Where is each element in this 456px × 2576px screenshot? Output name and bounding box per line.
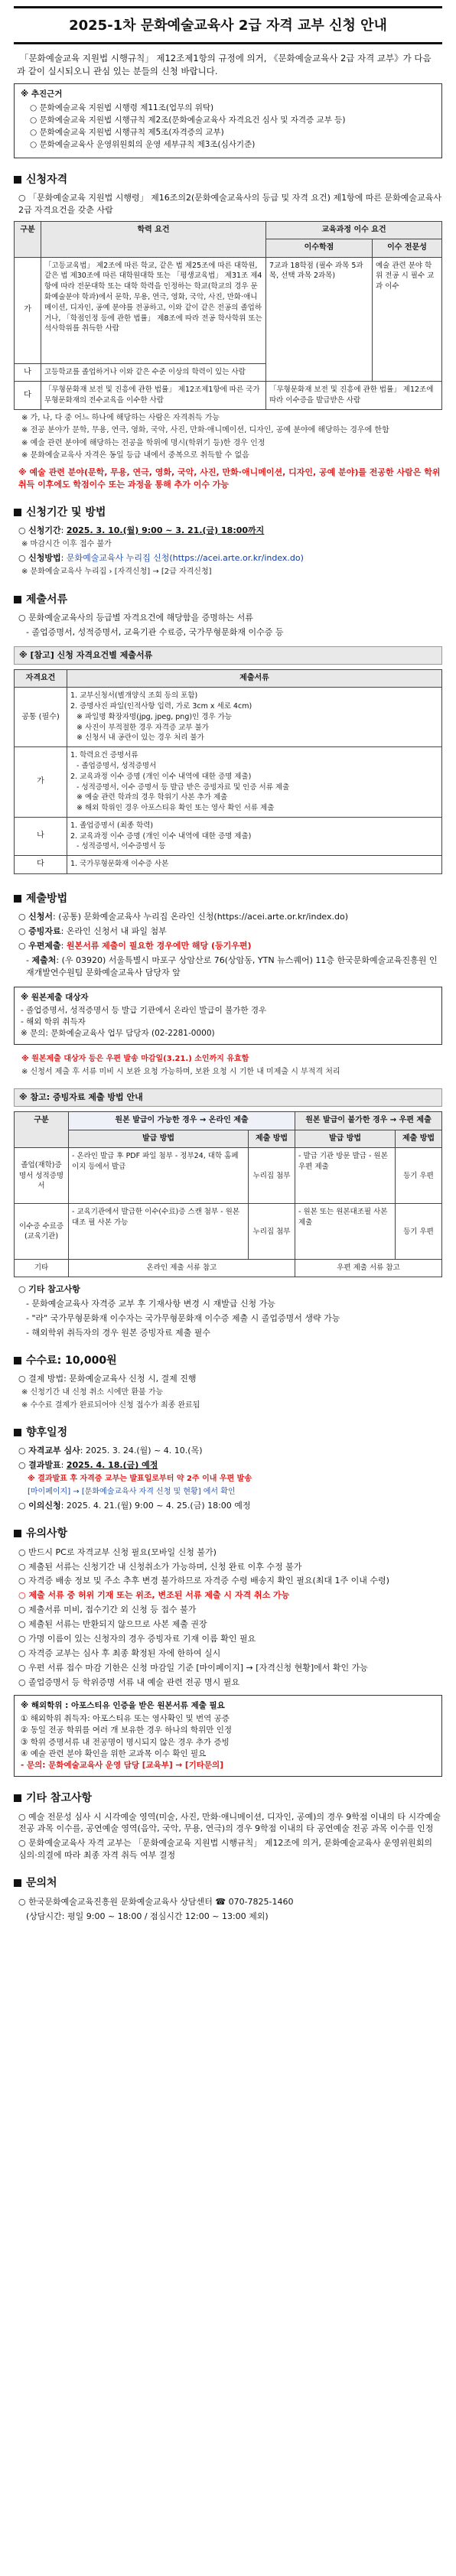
table-cell: 예술 관련 분야 학위 전공 시 필수 교과 이수: [373, 257, 442, 382]
legal-basis-item: ○ 문화예술교육사 운영위원회의 운영 세부규칙 제3조(심사기준): [30, 139, 435, 151]
table-cell: 졸업(재학)증명서 성적증명서: [15, 1148, 69, 1204]
table-row: [15, 1148, 442, 1204]
table-row: [15, 257, 442, 363]
section-eligibility: [14, 172, 442, 187]
eligibility-table: [14, 221, 442, 410]
period-value: 2025. 3. 10.(월) 9:00 ~ 3. 21.(금) 18:00까지: [66, 525, 265, 535]
section-square-icon: [14, 1794, 21, 1802]
contact-hours: (상담시간: 평일 9:00 ~ 18:00 / 점심시간 12:00 ~ 13:00 제외): [26, 1911, 269, 1921]
table-cell: 다: [15, 856, 67, 874]
precaution-item: ○ 자격증 교부는 심사 후 최종 확정된 자에 한하여 실시: [18, 1648, 221, 1659]
method-row: ○ 신청방법: 문화예술교육사 누리집 신청(https://acei.arte.or.kr/index.do): [18, 553, 304, 564]
table-header: 제출 방법: [249, 1130, 295, 1148]
table-cell: 1. 졸업증명서 (최종 학력) 2. 교육과정 이수 증명 (개인 이수 내역에 대한 증명 제출) - 성적증명서, 이수증명서 등: [67, 817, 442, 855]
submission-note: ※ 신청서 제출 후 서류 미비 시 보완 요청 가능하며, 보완 요청 시 기한 내 미제출 시 부적격 처리: [21, 1067, 340, 1076]
table-cell: 7교과 18학점 (필수 과목 5과목, 선택 과목 2과목): [266, 257, 373, 382]
section-square-icon: [14, 895, 21, 903]
eligibility-lead: ○ 「문화예술교육 지원법 시행령」 제16조의2(문화예술교육사의 등급 및 자격 요건) 제1항에 따른 문화예술교육사 2급 자격요건을 갖춘 사람: [18, 192, 441, 215]
eligibility-warning: ※ 예술 관련 분야(문학, 무용, 연극, 영화, 국악, 사진, 만화·애니메이션, 디자인, 공예 분야)를 전공한 사람은 학위취득 이후에도 학점이수 또는 과정을 통해 추가 이수 가능: [18, 467, 441, 490]
table-cell: 1. 학력요건 증명서류 - 졸업증명서, 성적증명서 2. 교육과정 이수 증명 (개인 이수 내역에 대한 증명 제출) - 성적증명서, 이수 증명서 등 발급 받은 증빙자료 및 인증 서류 제출 ※ 예술 관련 학과의 경우 학위기 사본 추가 제출 ※ 해외 학위인 경우 아포스티유 확인 또는 영사 확인 서류 제출: [67, 747, 442, 818]
schedule-item: ○ 이의신청: 2025. 4. 21.(월) 9:00 ~ 4. 25.(금) 18:00 예정: [18, 1501, 251, 1511]
documents-sub: - 졸업증명서, 성적증명서, 교육기관 수료증, 국가무형문화재 이수증 등: [26, 627, 284, 638]
table-cell: 누리집 첨부: [249, 1204, 295, 1260]
table-cell: 이수증 수료증 (교육기관): [15, 1204, 69, 1260]
section-title: 신청자격: [26, 173, 68, 186]
table-cell: 온라인 제출 서류 참고: [69, 1260, 295, 1277]
section-precautions: [14, 1526, 442, 1541]
precaution-item: ○ 반드시 PC로 자격교부 신청 필요(모바일 신청 불가): [18, 1547, 217, 1557]
table-cell: 등기 우편: [396, 1204, 442, 1260]
table-cell: 1. 국가무형문화재 이수증 사본: [67, 856, 442, 874]
table-cell: 「무형문화재 보전 및 진흥에 관한 법률」 제12조제1항에 따른 국가무형문화재의 전수교육을 이수한 사람: [41, 382, 266, 410]
submission-item: ○ 신청서: (공통) 문화예술교육사 누리집 온라인 신청(https://acei.arte.or.kr/index.do): [18, 911, 349, 922]
extra-title: ○ 기타 참고사항: [18, 1284, 80, 1295]
other-note-item: ○ 문화예술교육사 자격 교부는 「문화예술교육 지원법 시행규칙」 제12조에 의거, 문화예술교육사 운영위원회의 심의·의결에 따라 최종 자격 취득 여부 결정: [18, 1838, 432, 1861]
table-header: 원본 발급이 불가한 경우 → 우편 제출: [295, 1112, 442, 1130]
table-row: [15, 817, 442, 855]
section-title: 향후일정: [26, 1426, 68, 1439]
table-cell: 「무형문화재 보전 및 진흥에 관한 법률」 제12조에 따라 이수증을 발급받은 사람: [266, 382, 442, 410]
section-square-icon: [14, 1530, 21, 1537]
documents-bar: ※ [참고] 신청 자격요건별 제출서류: [14, 646, 442, 665]
extra-item: - "라" 국가무형문화재 이수자는 국가무형문화재 이수증 제출 시 졸업증명서 생략 가능: [26, 1313, 340, 1324]
precaution-item: ○ 제출된 서류는 반환되지 않으므로 사본 제출 권장: [18, 1619, 207, 1630]
submission-box: ※ 원본제출 대상자 - 졸업증명서, 성적증명서 등 발급 기관에서 온라인 발급이 불가한 경우 - 해외 학위 취득자 ※ 문의: 문화예술교육사 업무 담당자 (02-2281-0000): [14, 987, 442, 1046]
legal-basis-box: [14, 83, 442, 158]
table-cell: 1. 교부신청서(별개양식 조회 등의 포함) 2. 증명사진 파일(인적사항 입력, 가로 3cm x 세로 4cm) ※ 파일명 확장자명(jpg, jpeg, png)인 경우 가능 ※ 사진이 부적절한 경우 자격증 교부 불가 ※ 신청서 내 공란이 있는 경우 처리 불가: [67, 688, 442, 747]
schedule-note: [마이페이지] → [문화예술교육사 자격 신청 및 현황] 에서 확인: [28, 1487, 236, 1496]
schedule-note: ※ 결과발표 후 자격증 교부는 발표일로부터 약 2주 이내 우편 발송: [28, 1475, 252, 1484]
table-cell: 공통 (필수): [15, 688, 67, 747]
precaution-item: ○ 제출서류 미비, 접수기간 외 신청 등 접수 불가: [18, 1605, 197, 1615]
submission-note: ※ 원본제출 대상자 등은 우편 발송 마감일(3.21.) 소인까지 유효함: [21, 1055, 249, 1064]
submission-item: ○ 우편제출: 원본서류 제출이 필요한 경우에만 해당 (등기우편): [18, 940, 252, 951]
section-title: 제출방법: [26, 892, 68, 905]
section-square-icon: [14, 1357, 21, 1364]
section-other-notes: [14, 1791, 442, 1806]
method-value[interactable]: 문화예술교육사 누리집 신청(https://acei.arte.or.kr/index.do): [66, 553, 304, 564]
section-documents: [14, 592, 442, 607]
table-row: [15, 1260, 442, 1277]
precaution-item: ○ 가명 이름이 있는 신청자의 경우 증빙자료 기재 이름 확인 필요: [18, 1634, 256, 1644]
intro-text: 「문화예술교육 지원법 시행규칙」 제12조제1항의 규정에 의거, 《문화예술교육사 2급 자격 교부》가 다음과 같이 실시되오니 관심 있는 분들의 신청 바랍니다.: [17, 53, 432, 76]
table-header: 이수 전문성: [373, 239, 442, 258]
method-note: ※ 문화예술교육사 누리집 › [자격신청] → [2급 자격신청]: [21, 568, 212, 577]
table-header: 발급 방법: [295, 1130, 396, 1148]
section-title: 유의사항: [26, 1527, 68, 1540]
table-cell: 나: [15, 363, 41, 382]
table-cell: 가: [15, 747, 67, 818]
precaution-item: ○ 자격증 배송 정보 및 주소 추후 변경 불가하므로 자격증 수령 배송지 확인 필요(최대 1주 이내 수령): [18, 1576, 389, 1586]
table-cell: 가: [15, 257, 41, 363]
table-header: 이수학점: [266, 239, 373, 258]
period-note: ※ 마감시간 이후 접수 불가: [21, 539, 112, 548]
section-contact: [14, 1875, 442, 1891]
table-header: 구분: [15, 221, 41, 257]
documents-table: [14, 669, 442, 874]
submission-item: - 제출처: (우 03920) 서울특별시 마포구 상암산로 76(상암동, YTN 뉴스퀘어) 11층 한국문화예술교육진흥원 인재개발연수원팀 문화예술교육사 담당자 앞: [26, 955, 438, 977]
table-header: 제출 방법: [396, 1130, 442, 1148]
section-fee: [14, 1353, 442, 1368]
section-square-icon: [14, 509, 21, 516]
table-header: 발급 방법: [69, 1130, 249, 1148]
table-cell: 「고등교육법」 제2조에 따른 학교, 같은 법 제25조에 따른 대학원, 같은 법 제30조에 따른 대학원대학 또는 「평생교육법」 제31조 제4항에 따라 전문대학 또는 대학 학력을 인정하는 학교(학교의 경우 문화예술분야 학과)에서 문학, 무용, 연극, 영화, 국악, 사진, 만화·애니메이션, 디자인, 공예 분야를 전공하고, 이와 같이 같은 전공의 졸업하거나, 「학점인정 등에 관한 법률」 제8조에 따라 전공 학사학위 또는 석사학위를 취득한 사람: [41, 257, 266, 363]
eligibility-note: ※ 전공 분야가 문학, 무용, 연극, 영화, 국악, 사진, 만화·애니메이션, 디자인, 공예 분야에 해당하는 경우에 한함: [21, 425, 442, 437]
table-cell: 다: [15, 382, 41, 410]
section-period: [14, 505, 442, 520]
section-submission: [14, 891, 442, 906]
section-schedule: [14, 1425, 442, 1440]
table-header: 제출서류: [67, 669, 442, 688]
documents-lead: ○ 문화예술교육사의 등급별 자격요건에 해당함을 증명하는 서류: [18, 613, 253, 623]
extra-item: - 문화예술교육사 자격증 교부 후 기재사항 변경 시 재발급 신청 가능: [26, 1299, 275, 1309]
table-cell: 나: [15, 817, 67, 855]
precaution-item: ○ 우편 서류 접수 마감 기한은 신청 마감일 기준 [마이페이지] → [자격신청 현황]에서 확인 가능: [18, 1663, 368, 1673]
eligibility-note: ※ 예술 관련 분야에 해당하는 전공을 학위에 명시(학위기 등)한 경우 인정: [21, 438, 442, 450]
legal-basis-heading: ※ 추진근거: [21, 89, 63, 99]
section-square-icon: [14, 1879, 21, 1887]
table-row: [15, 688, 442, 747]
section-square-icon: [14, 596, 21, 603]
table-header: 교육과정 이수 요건: [266, 221, 442, 239]
section-title: 문의처: [26, 1877, 57, 1890]
evidence-bar: ※ 참고: 증빙자료 제출 방법 안내: [14, 1088, 442, 1107]
table-header: 원본 발급이 가능한 경우 → 온라인 제출: [69, 1112, 295, 1130]
precaution-item: ○ 제출 서류 중 허위 기재 또는 위조, 변조된 서류 제출 시 자격 취소 가능: [18, 1590, 290, 1601]
table-cell: - 교육기관에서 발급한 이수(수료)증 스캔 첨부 - 원본 대조 필 사본 가능: [69, 1204, 249, 1260]
precaution-item: ○ 졸업증명서 등 학위증명 서류 내 예술 관련 전공 명시 필요: [18, 1677, 239, 1687]
evidence-table: [14, 1111, 442, 1277]
submission-item: ○ 증빙자료: 온라인 신청서 내 파일 첨부: [18, 925, 167, 936]
legal-basis-item: ○ 문화예술교육 지원법 시행규칙 제5조(자격증의 교부): [30, 127, 435, 138]
table-header: 자격요건: [15, 669, 67, 688]
eligibility-note: ※ 문화예술교육사 자격은 동일 등급 내에서 중복으로 취득할 수 없음: [21, 450, 442, 462]
precaution-box: ※ 해외학위 : 아포스티유 인증을 받은 원본서류 제출 필요 ① 해외학위 취득자: 아포스티유 또는 영사확인 및 번역 공증 ② 동일 전공 학위를 여러 개 보유한 경우 하나의 학위만 인정 ③ 학위 증명서류 내 전공명이 명시되지 않은 경우 추가 증빙 ④ 예술 관련 분야 확인을 위한 교과목 이수 확인 필요 - 문의: 문화예술교육사 운영 담당 [교육부] → [기타문의]: [14, 1695, 442, 1777]
table-cell: 고등학교를 졸업하거나 이와 같은 수준 이상의 학력이 있는 사람: [41, 363, 266, 382]
precaution-item: ○ 제출된 서류는 신청기간 내 신청취소가 가능하며, 신청 완료 이후 수정 불가: [18, 1561, 302, 1572]
fee-note: ※ 신청기간 내 신청 취소 시에만 환불 가능: [21, 1388, 164, 1397]
page-title: 2025-1차 문화예술교육사 2급 자격 교부 신청 안내: [14, 6, 442, 44]
other-note-item: ○ 예술 전문성 심사 시 시각예술 영역(미술, 사진, 만화·애니메이션, 디자인, 공예)의 경우 9학점 이내의 타 시각예술 전공 과목 이수를, 공연예술 영역(음악, 국악, 무용, 연극)의 경우 9학점 이내의 타 공연예술 전공 과목 이수를 인정: [18, 1811, 441, 1834]
table-cell: 기타: [15, 1260, 69, 1277]
contact-item: ○ 한국문화예술교육진흥원 문화예술교육사 상담센터 ☎ 070-7825-1460: [18, 1896, 294, 1907]
fee-note: ※ 수수료 결제가 완료되어야 신청 접수가 최종 완료됨: [21, 1400, 200, 1410]
legal-basis-item: ○ 문화예술교육 지원법 시행령 제11조(업무의 위탁): [30, 102, 435, 114]
section-title: 기타 참고사항: [26, 1792, 93, 1805]
table-cell: - 원본 또는 원본대조필 사본 제출: [295, 1204, 396, 1260]
legal-basis-item: ○ 문화예술교육 지원법 시행규칙 제2조(문화예술교육사 자격요건 심사 및 자격증 교부 등): [30, 115, 435, 126]
table-row: [15, 1204, 442, 1260]
period-row: ○ 신청기간: 2025. 3. 10.(월) 9:00 ~ 3. 21.(금) 18:00까지: [18, 525, 265, 535]
section-title: 신청기간 및 방법: [26, 506, 106, 519]
table-row: [15, 382, 442, 410]
table-row: [15, 747, 442, 818]
table-cell: 우편 제출 서류 참고: [295, 1260, 442, 1277]
table-cell: 등기 우편: [396, 1148, 442, 1204]
table-row: [15, 856, 442, 874]
section-square-icon: [14, 176, 21, 184]
fee-item: ○ 결제 방법: 문화예술교육사 신청 시, 결제 진행: [18, 1374, 197, 1384]
section-title: 수수료: 10,000원: [26, 1354, 117, 1367]
table-header: 구분: [15, 1112, 69, 1148]
section-square-icon: [14, 1429, 21, 1436]
eligibility-note: ※ 가, 나, 다 중 어느 하나에 해당하는 사람은 자격취득 가능: [21, 413, 442, 424]
table-header: 학력 요건: [41, 221, 266, 257]
table-cell: 누리집 첨부: [249, 1148, 295, 1204]
table-cell: - 발급 기관 방문 발급 - 원본 우편 제출: [295, 1148, 396, 1204]
extra-item: - 해외학위 취득자의 경우 원본 증빙자료 제출 필수: [26, 1327, 210, 1338]
table-cell: - 온라인 발급 후 PDF 파일 첨부 - 정부24, 대학 홈페이지 등에서 발급: [69, 1148, 249, 1204]
section-title: 제출서류: [26, 593, 68, 606]
schedule-item: ○ 자격교부 심사: 2025. 3. 24.(월) ~ 4. 10.(목): [18, 1446, 203, 1456]
schedule-item: ○ 결과발표: 2025. 4. 18.(금) 예정: [18, 1460, 158, 1471]
